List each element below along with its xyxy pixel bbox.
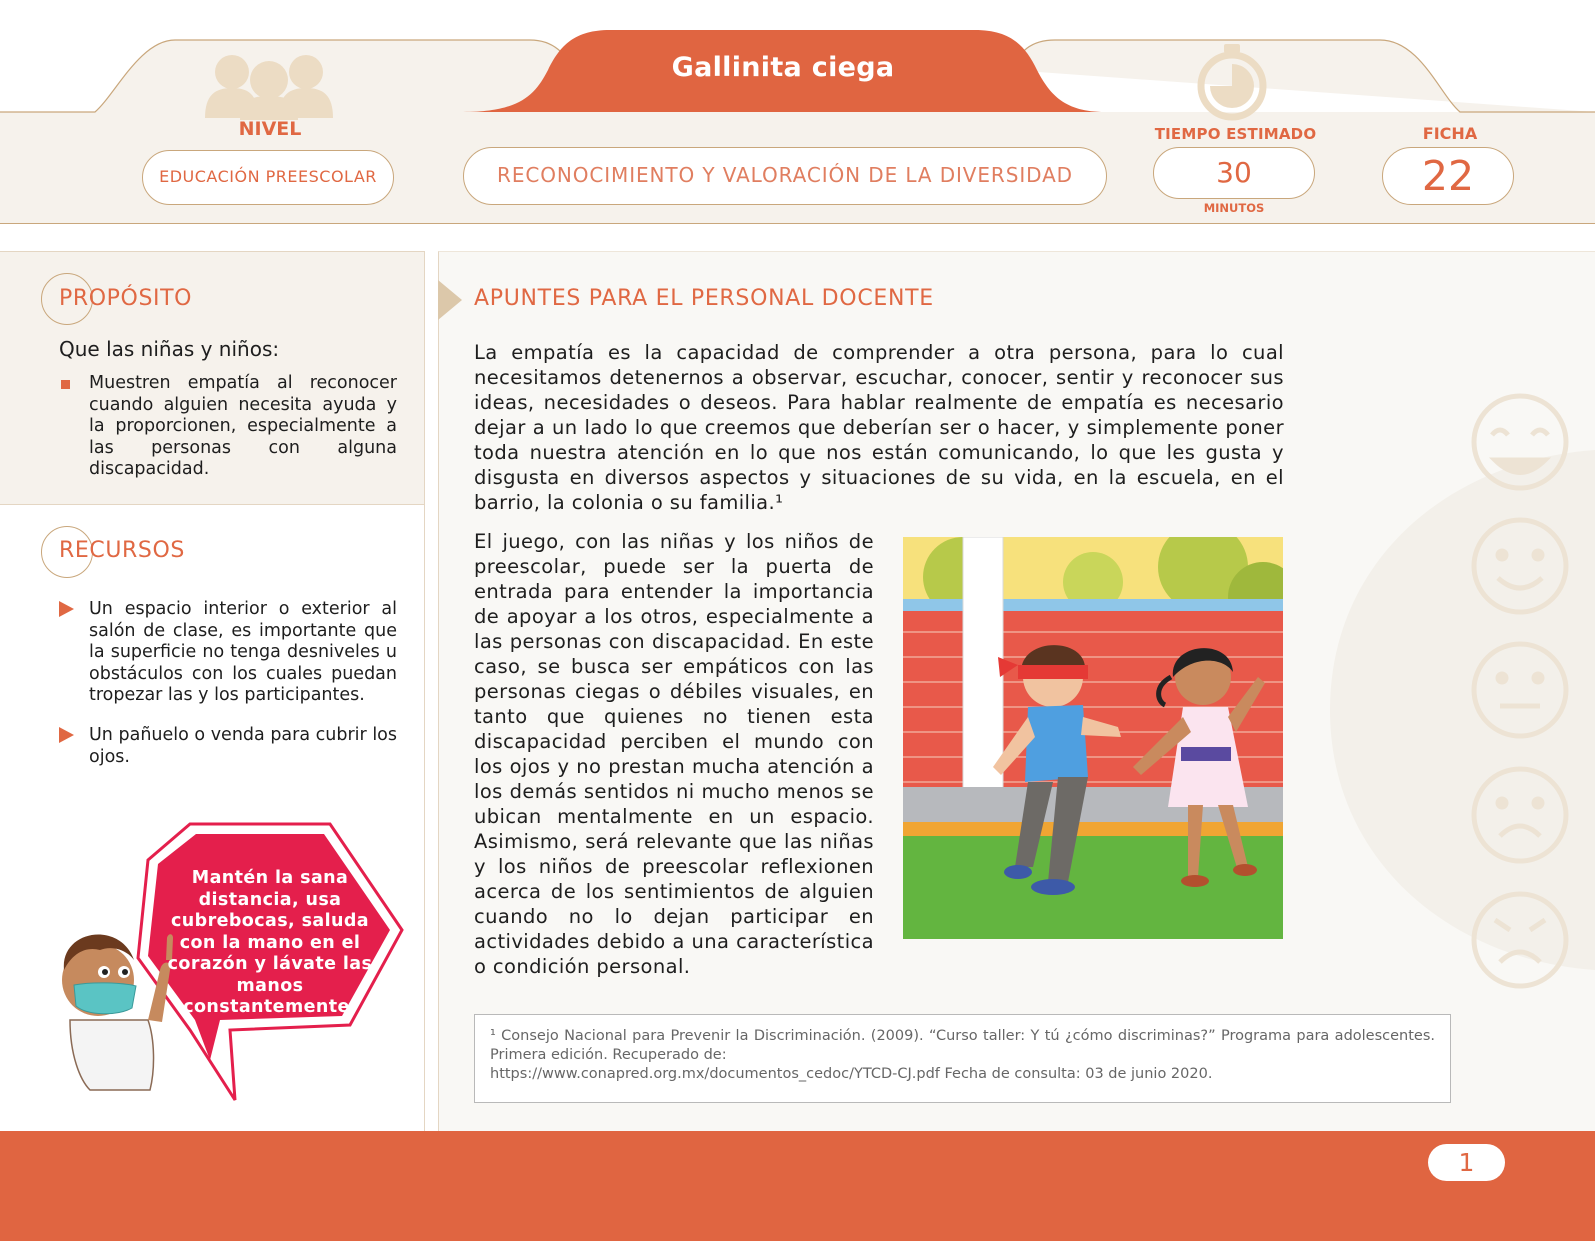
bullet-triangle-icon: [59, 601, 74, 617]
recursos-item: Un pañuelo o venda para cubrir los ojos.: [89, 725, 397, 767]
footer-band: [0, 1131, 1595, 1241]
footnote-citation: ¹ Consejo Nacional para Prevenir la Discriminación. (2009). “Curso taller: Y tú ¿cómo discriminas?” Programa para adolescentes. Primera edición. Recuperado de:: [490, 1028, 1435, 1063]
tiempo-value: 30: [1153, 147, 1315, 199]
tema-value: RECONOCIMIENTO Y VALORACIÓN DE LA DIVERSIDAD: [463, 147, 1107, 205]
bullet-square-icon: [61, 380, 70, 389]
footnote-url[interactable]: https://www.conapred.org.mx/documentos_cedoc/YTCD-CJ.pdf Fecha de consulta: 03 de junio 2020.: [490, 1066, 1213, 1082]
bullet-triangle-icon: [59, 727, 74, 743]
page-number: 1: [1428, 1144, 1505, 1181]
children-playing-illustration: [903, 537, 1283, 939]
paragraph-1: La empatía es la capacidad de comprender a otra persona, para lo cual necesitamos detenernos a observar, escuchar, conocer, sentir y reconocer sus ideas, necesidades o deseos. Para hablar realmente de empatía es necesario dejar a un lado lo que creemos que deberían ser o hacer, y simplemente poner toda nuestra atención en lo que nos están comunicando, lo que les gusta y disgusta en diversos aspectos y situaciones de su vida, en la escuela, en el barrio, la colonia o su familia.¹: [474, 341, 1284, 514]
tiempo-unit: MINUTOS: [1203, 201, 1265, 215]
proposito-title: PROPÓSITO: [59, 286, 193, 311]
tiempo-label: TIEMPO ESTIMADO: [1154, 125, 1317, 143]
nivel-label: NIVEL: [238, 118, 302, 140]
nivel-value: EDUCACIÓN PREESCOLAR: [142, 150, 394, 205]
paragraph-2: El juego, con las niñas y los niños de preescolar, puede ser la puerta de entrada para entender la importancia de apoyar a los otros, especialmente a las personas con discapacidad. En este caso, se busca ser empáticos con las personas ciegas o débiles visuales, en tanto que quienes no tienen esta discapacidad perciben el mundo con los ojos y no prestan mucha atención a los demás sentidos ni mucho menos se ubican mentalmente en un espacio. Asimismo, será relevante que las niñas y los niños de preescolar reflexionen acerca de los sentimientos de alguien cuando no lo dejan participar en actividades debido a una característica o condición personal.: [474, 530, 874, 978]
emotion-faces-decoration: [1330, 270, 1595, 1130]
footnote-box: [474, 1014, 1451, 1103]
recursos-title: RECURSOS: [59, 538, 185, 563]
covid-message: Mantén la sana distancia, usa cubrebocas, saluda con la mano en el corazón y lávate las manos constantemente.: [167, 868, 373, 1017]
proposito-item: Muestren empatía al reconocer cuando alguien necesita ayuda y la proporcionen, especialmente a las personas con alguna discapacidad.: [89, 373, 397, 479]
recursos-item: Un espacio interior o exterior al salón de clase, es importante que la superficie no tenga desniveles u obstáculos con los cuales puedan tropezar las y los participantes.: [89, 599, 397, 705]
ficha-label: FICHA: [1422, 124, 1478, 143]
activity-title: Gallinita ciega: [671, 52, 895, 83]
proposito-intro: Que las niñas y niños:: [59, 337, 280, 361]
main-title: APUNTES PARA EL PERSONAL DOCENTE: [474, 286, 934, 311]
section-marker-icon: [438, 280, 464, 320]
ficha-value: 22: [1382, 147, 1514, 205]
